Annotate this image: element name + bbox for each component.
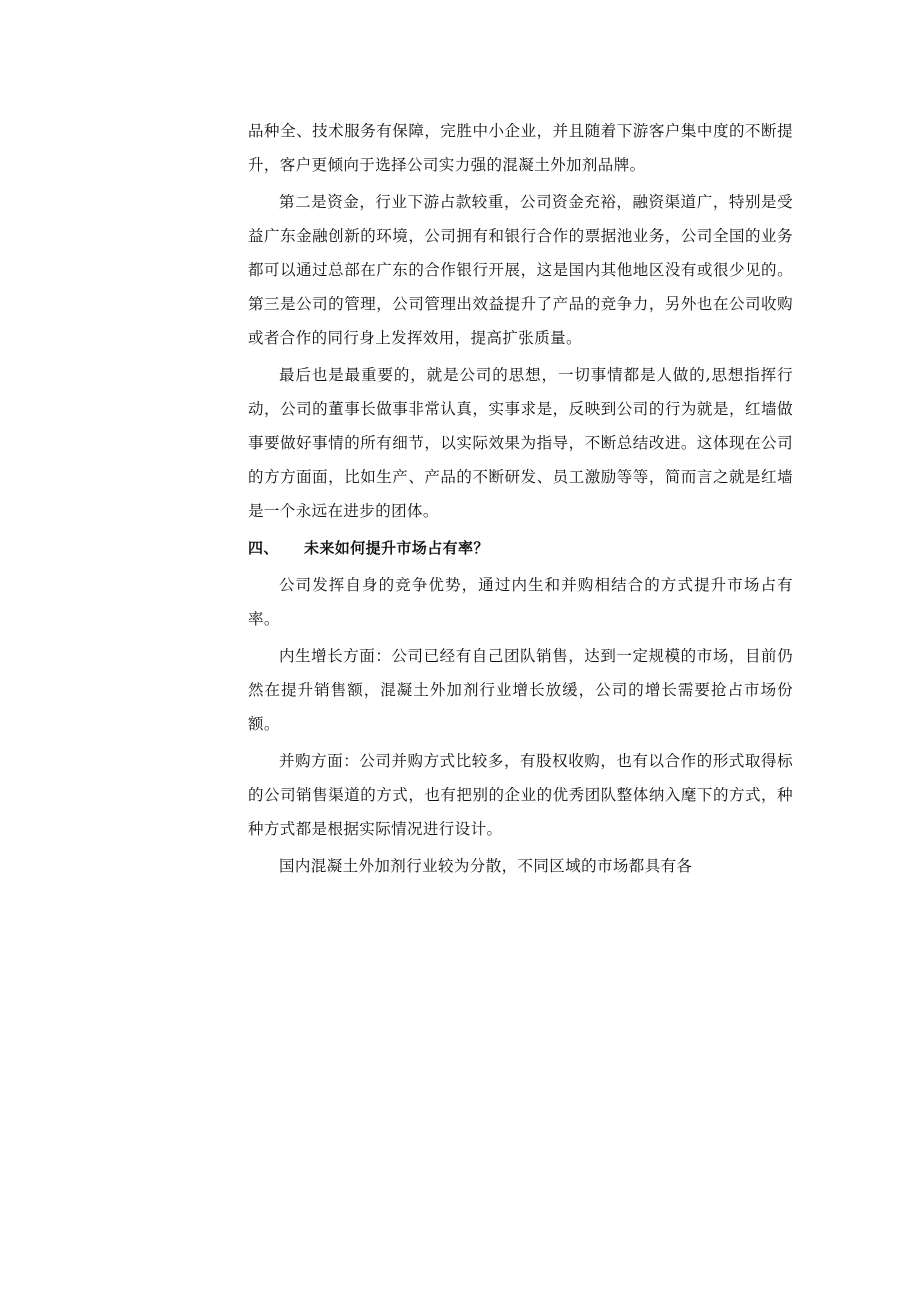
section-title: 未来如何提升市场占有率？ xyxy=(304,539,489,557)
paragraph-acquisitions: 并购方面：公司并购方式比较多，有股权收购，也有以合作的形式取得标的公司销售渠道的方式，也有把别的企业的优秀团队整体纳入麾下的方式，种种方式都是根据实际情况进行设计。 xyxy=(248,752,793,838)
paragraph-strategy-intro: 公司发挥自身的竞争优势，通过内生和并购相结合的方式提升市场占有率。 xyxy=(248,576,793,628)
section-number: 四、 xyxy=(248,539,279,557)
document-body xyxy=(248,114,793,886)
paragraph-funding-management: 第二是资金，行业下游占款较重，公司资金充裕，融资渠道广，特别是受益广东金融创新的环境，公司拥有和银行合作的票据池业务，公司全国的业务都可以通过总部在广东的合作银行开展，这是国内其他地区没有或很少见的。第三是公司的管理，公司管理出效益提升了产品的竞争力，另外也在公司收购或者合作的同行身上发挥效用，提高扩张质量。 xyxy=(248,193,793,347)
section-heading xyxy=(248,531,793,565)
paragraph-organic-growth: 内生增长方面：公司已经有自己团队销售，达到一定规模的市场，目前仍然在提升销售额，混凝土外加剂行业增长放缓，公司的增长需要抢占市场份额。 xyxy=(248,647,793,733)
paragraph-market-fragmentation: 国内混凝土外加剂行业较为分散，不同区域的市场都具有各 xyxy=(279,857,693,875)
paragraph-company-philosophy: 最后也是最重要的，就是公司的思想，一切事情都是人做的,思想指挥行动，公司的董事长做事非常认真，实事求是，反映到公司的行为就是，红墙做事要做好事情的所有细节，以实际效果为指导，不断总结改进。这体现在公司的方方面面，比如生产、产品的不断研发、员工激励等等，简而言之就是红墙是一个永远在进步的团体。 xyxy=(248,366,793,520)
paragraph-continuation: 品种全、技术服务有保障，完胜中小企业，并且随着下游客户集中度的不断提升，客户更倾向于选择公司实力强的混凝土外加剂品牌。 xyxy=(248,122,793,174)
